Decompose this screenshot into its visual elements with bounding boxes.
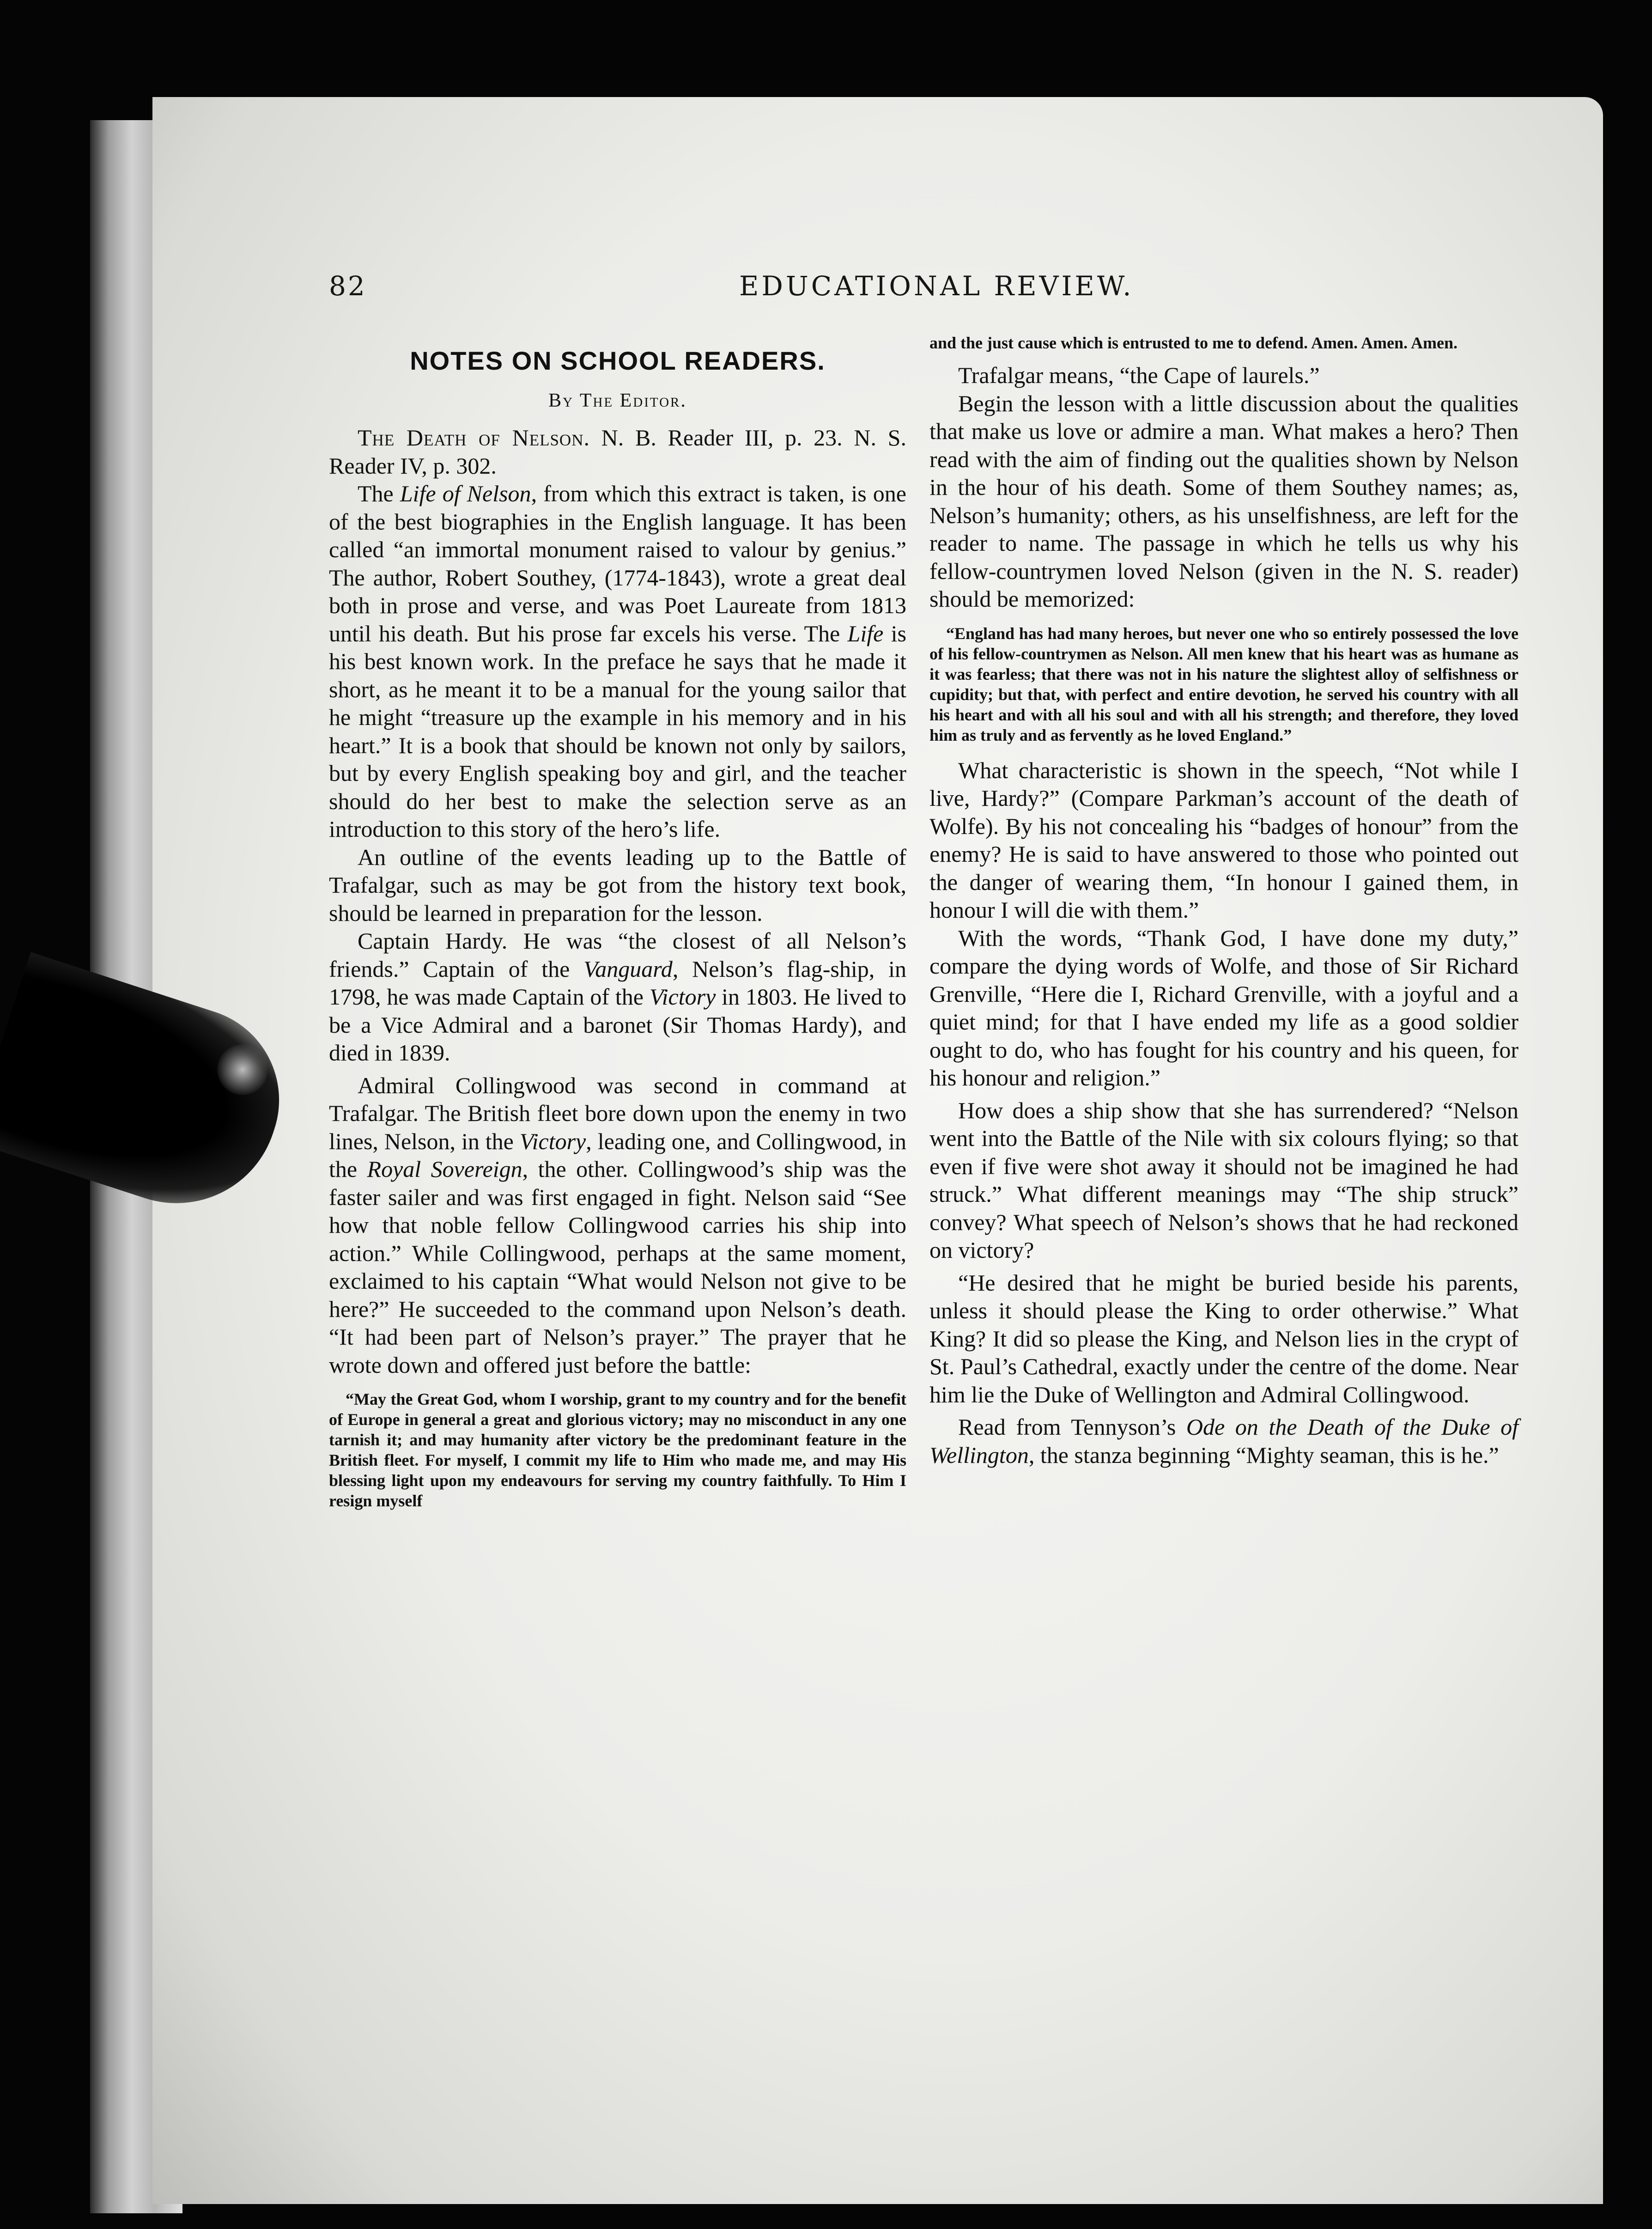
text-run: Captain Hardy. He was “the closest of all Nelson’s friends.” Captain of the <box>329 928 906 982</box>
paragraph-captain-hardy <box>329 927 906 1067</box>
spacer <box>929 1408 1518 1413</box>
text-run: The <box>358 481 400 506</box>
page-number: 82 <box>329 270 367 302</box>
text-run: is his best known work. In the preface he says that he made it short, as he meant it to be a manual for the young sailor that he might “treasure up the example in his memory and in his heart.” It is a book that should be known not only by sailors, but by every English speaking boy and girl, and the teacher should do her best to make the selection serve as an introduction to this story of the hero’s life. <box>329 620 906 842</box>
text-run: , the other. Collingwood’s ship was the faster sailer and was first engaged in fight. Nelson said “See how that noble fellow Collingwood carries his ship into action.” While Collingwood, perhaps at the same moment, exclaimed to his captain “What would Nelson not give to be here?” He succeeded to the command upon Nelson’s death. “It had been part of Nelson’s prayer.” The prayer that he wrote down and offered just before the battle: <box>329 1156 907 1378</box>
italic-ship-name: Royal Sovereign <box>367 1156 522 1182</box>
italic-title: Life of Nelson <box>400 481 531 506</box>
text-run: Admiral Collingwood was second in command at Trafalgar. The British fleet bore down upon the enemy in two lines, Nelson, in the <box>329 1072 906 1154</box>
article-title: NOTES ON SCHOOL READERS. <box>410 346 826 375</box>
paragraph-tennyson <box>929 1413 1518 1469</box>
prayer-quote-continued: and the just cause which is entrusted to me to defend. Amen. Amen. Amen. <box>929 334 1458 352</box>
paragraph-collingwood <box>329 1072 906 1379</box>
left-column <box>329 333 906 1522</box>
text-run: Read from Tennyson’s <box>958 1414 1186 1440</box>
text-run: , Nelson’s flag-ship, in 1798, he was made Captain of the <box>329 956 906 1010</box>
text-run: , the stanza beginning “Mighty seaman, this is he.” <box>1028 1442 1499 1468</box>
paragraph-life-of-nelson <box>329 480 906 843</box>
italic-ship-name: Victory <box>649 984 716 1010</box>
paragraph-begin-lesson: Begin the lesson with a little discussion about the qualities that make us love or admire a man. What makes a hero? Then read with the aim of finding out the qualities shown by Nelson in the hour of his death. Some of them Southey names; as, Nelson’s humanity; others, as his unselfishness, are left for the reader to name. The passage in which he tells us why his fellow-countrymen loved Nelson (given in the N. S. reader) should be memorized: <box>929 390 1518 612</box>
text-run: , from which this extract is taken, is one of the best biographies in the English language. It has been called “an immortal monument raised to valour by genius.” The author, Robert Southey, (1774-1843), wrote a great deal both in prose and verse, and was Poet Laureate from 1813 until his death. But his prose far excels his verse. The <box>329 481 907 646</box>
paragraph-surrender: How does a ship show that she has surrendered? “Nelson went into the Battle of the Nile with six colours flying; so that even if five were shot away it should not be imagined he had struck.” What different meanings may “The ship struck” convey? What speech of Nelson’s shows that he had reckoned on victory? <box>929 1097 1518 1263</box>
prayer-quote: “May the Great God, whom I worship, grant to my country and for the benefit of Europe in general a great and glorious victory; may no misconduct in any one tarnish it; and may humanity after victory be the predominant feature in the British fleet. For myself, I commit my life to Him who made me, and may His blessing light upon my endeavours for serving my country faithfully. To Him I resign myself <box>329 1390 906 1510</box>
paragraph-burial: “He desired that he might be buried beside his parents, unless it should please the King to order otherwise.” What King? It did so please the King, and Nelson lies in the crypt of St. Paul’s Cathedral, exactly under the centre of the dome. Near him lie the Duke of Wellington and Admiral Collingwood. <box>929 1269 1518 1407</box>
spacer <box>929 1092 1518 1096</box>
italic-ship-name: Vanguard <box>583 956 673 982</box>
byline: By The Editor. <box>548 390 687 411</box>
intro-rest: N. B. Reader III, p. 23. N. S. Reader IV, p. 302. <box>329 425 906 479</box>
paragraph-trafalgar-meaning: Trafalgar means, “the Cape of laurels.” <box>958 362 1320 388</box>
journal-title: EDUCATIONAL REVIEW. <box>739 270 1134 302</box>
paragraph-characteristic: What characteristic is shown in the speech, “Not while I live, Hardy?” (Compare Parkman’s account of the death of Wolfe). By his not concealing his “badges of honour” from the enemy? He is said to have answered to those who pointed out the danger of wearing them, “In honour I gained them, in honour I will die with them.” <box>929 757 1518 923</box>
italic-poem-title: Ode on the Death of the Duke of Wellington <box>929 1414 1519 1468</box>
spacer <box>329 1067 906 1072</box>
england-quote: “England has had many heroes, but never one who so entirely possessed the love of his fellow-countrymen as Nelson. All men knew that his heart was as humane as it was fearless; that there was not in his nature the slightest alloy of selfishness or cupidity; but that, with perfect and entire devotion, he served his country with all his heart and with all his soul and with all his strength; and therefore, they loved him as truly and as fervently as he loved England.” <box>929 624 1518 744</box>
text-run: in 1803. He lived to be a Vice Admiral and a baronet (Sir Thomas Hardy), and died in 1839. <box>329 984 907 1066</box>
italic-title: Life <box>847 620 884 646</box>
intro-lead: The Death of Nelson. <box>358 425 590 451</box>
spacer <box>929 1264 1518 1269</box>
right-column <box>929 333 1518 1469</box>
text-run: , leading one, and Collingwood, in the <box>329 1128 907 1182</box>
paragraph-outline: An outline of the events leading up to the Battle of Trafalgar, such as may be got from the history text book, should be learned in preparation for the lesson. <box>329 844 906 926</box>
intro-paragraph <box>329 424 906 480</box>
thumbnail-glare <box>217 1044 268 1095</box>
paragraph-thank-god: With the words, “Thank God, I have done my duty,” compare the dying words of Wolfe, and those of Sir Richard Grenville, “Here die I, Richard Grenville, with a joyful and a quiet mind; for that I have ended my life as a good soldier ought to do, who has fought for his country and his queen, for his honour and religion.” <box>929 925 1518 1090</box>
italic-ship-name: Victory <box>519 1128 586 1154</box>
